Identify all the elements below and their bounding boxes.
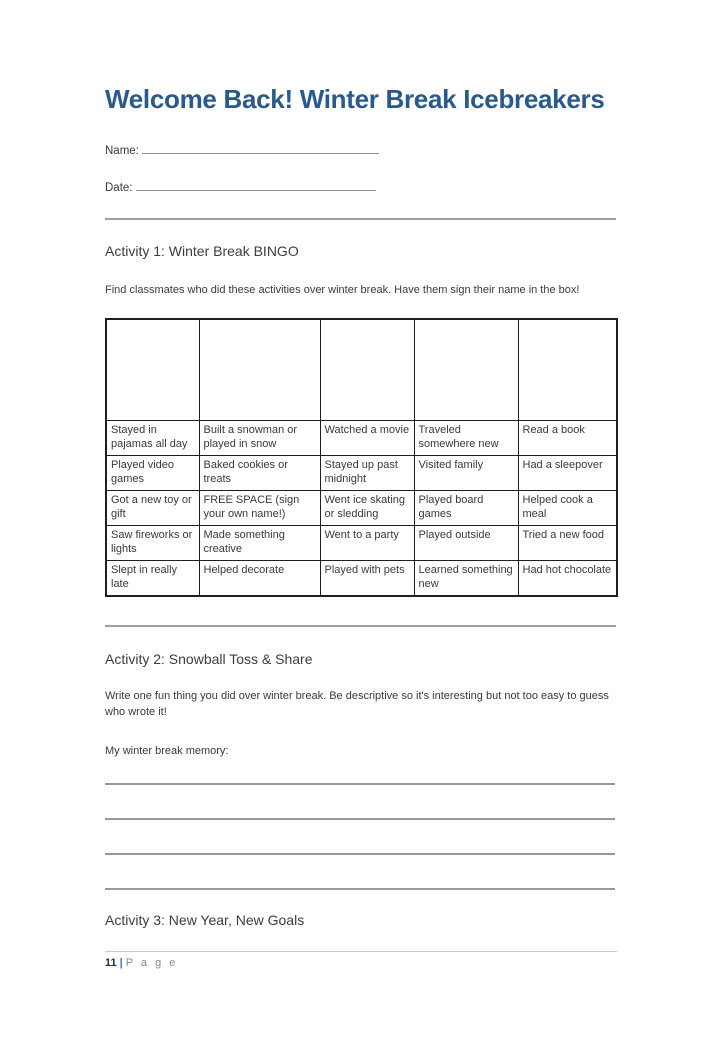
footer-rule	[105, 951, 617, 952]
writing-line	[105, 783, 615, 785]
section-divider	[105, 625, 616, 627]
page-footer	[105, 956, 616, 971]
writing-line	[105, 818, 615, 820]
bingo-cell: Watched a movie	[320, 421, 414, 456]
bingo-cell: Made something creative	[199, 526, 320, 561]
document-title: Welcome Back! Winter Break Icebreakers	[105, 84, 605, 114]
bingo-row	[106, 561, 617, 596]
bingo-cell: Baked cookies or treats	[199, 456, 320, 491]
bingo-cell: Tried a new food	[518, 526, 617, 561]
activity2-heading: Activity 2: Snowball Toss & Share	[105, 650, 313, 667]
name-label: Name:	[105, 145, 139, 157]
bingo-cell: Went to a party	[320, 526, 414, 561]
bingo-cell: Went ice skating or sledding	[320, 491, 414, 526]
page-content	[105, 0, 616, 971]
bingo-row	[106, 526, 617, 561]
bingo-cell: Had a sleepover	[518, 456, 617, 491]
bingo-cell: Stayed in pajamas all day	[106, 421, 199, 456]
bingo-cell-empty	[518, 319, 617, 421]
bingo-cell: FREE SPACE (sign your own name!)	[199, 491, 320, 526]
bingo-cell: Played with pets	[320, 561, 414, 596]
activity3-heading: Activity 3: New Year, New Goals	[105, 912, 305, 928]
footer-page-word: P a g e	[125, 957, 178, 969]
bingo-row	[106, 456, 617, 491]
bingo-cell: Helped decorate	[199, 561, 320, 596]
bingo-cell: Had hot chocolate	[518, 561, 617, 596]
bingo-cell: Traveled somewhere new	[414, 421, 518, 456]
bingo-cell-empty	[414, 319, 518, 421]
bingo-cell-empty	[106, 319, 199, 421]
bingo-cell: Got a new toy or gift	[106, 491, 199, 526]
activity1-instructions: Find classmates who did these activities over winter break. Have them sign their name in the box!	[105, 284, 580, 296]
writing-line	[105, 853, 615, 855]
name-field-row	[105, 142, 616, 159]
footer-page-number: 11	[105, 957, 117, 969]
bingo-cell-empty	[320, 319, 414, 421]
bingo-cell: Stayed up past midnight	[320, 456, 414, 491]
bingo-cell: Slept in really late	[106, 561, 199, 596]
footer-pipe: |	[119, 957, 123, 969]
activity2-instructions: Write one fun thing you did over winter break. Be descriptive so it's interesting but not too easy to guess who wrote it!	[105, 689, 609, 718]
bingo-cell: Learned something new	[414, 561, 518, 596]
date-blank-line	[136, 179, 376, 191]
bingo-cell: Read a book	[518, 421, 617, 456]
bingo-cell: Played board games	[414, 491, 518, 526]
bingo-table-body	[106, 319, 617, 596]
bingo-cell-empty	[199, 319, 320, 421]
bingo-cell: Helped cook a meal	[518, 491, 617, 526]
section-divider	[105, 218, 616, 220]
bingo-row	[106, 421, 617, 456]
bingo-cell: Played outside	[414, 526, 518, 561]
bingo-row	[106, 319, 617, 421]
date-label: Date:	[105, 182, 133, 194]
bingo-cell: Visited family	[414, 456, 518, 491]
activity1-heading: Activity 1: Winter Break BINGO	[105, 243, 299, 259]
bingo-cell: Played video games	[106, 456, 199, 491]
memory-prompt: My winter break memory:	[105, 744, 229, 757]
bingo-cell: Saw fireworks or lights	[106, 526, 199, 561]
bingo-cell: Built a snowman or played in snow	[199, 421, 320, 456]
date-field-row	[105, 179, 616, 196]
bingo-row	[106, 491, 617, 526]
writing-line	[105, 888, 615, 890]
bingo-table	[105, 318, 618, 597]
name-blank-line	[142, 142, 379, 154]
